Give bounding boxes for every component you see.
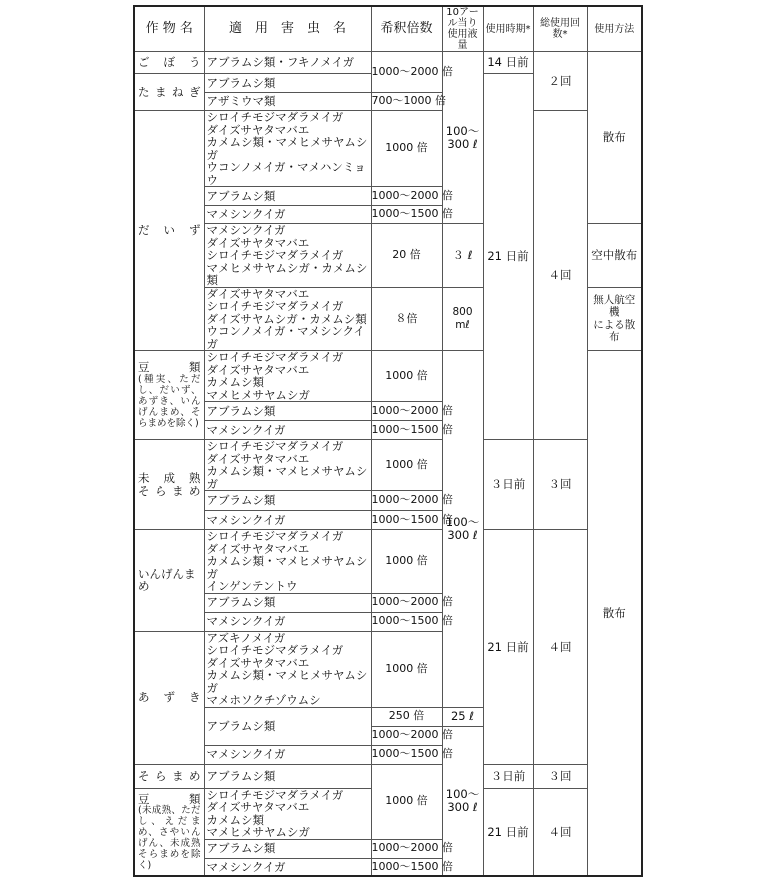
- crop-name: あずき: [138, 690, 201, 705]
- dilution-cell: 1000〜2000 倍: [371, 52, 442, 93]
- pest-cell: アブラムシ類・フキノメイガ: [204, 52, 371, 74]
- crop-name: だいず: [138, 223, 201, 238]
- method-cell: 無人航空機 による散布: [587, 287, 642, 351]
- dilution-cell: 1000〜2000 倍: [371, 187, 442, 206]
- method-cell: 散布: [587, 52, 642, 224]
- crop-note: (種実、ただし、だいず、あずき、いんげんまめ、そらまめを除く): [138, 373, 201, 429]
- crop-name: いんげんまめ: [138, 566, 196, 594]
- crop-name-line2: そらまめ: [138, 483, 201, 498]
- pest-cell: マメシンクイガ: [204, 612, 371, 631]
- pest-cell: アブラムシ類: [204, 839, 371, 858]
- header-method: 使用方法: [587, 6, 642, 52]
- crop-name: たまねぎ: [138, 84, 201, 99]
- dilution-cell: 1000 倍: [371, 440, 442, 491]
- pest-cell: マメシンクイガ: [204, 858, 371, 876]
- dilution-cell: 1000〜1500 倍: [371, 206, 442, 224]
- pest-cell: アブラムシ類: [204, 764, 371, 788]
- dilution-cell: 1000 倍: [371, 111, 442, 187]
- timing-cell: 21 日前: [483, 74, 533, 440]
- timing-cell: ３日前: [483, 764, 533, 788]
- count-cell: ３回: [533, 764, 587, 788]
- dilution-cell: 1000〜1500 倍: [371, 858, 442, 876]
- volume-cell: ３ ℓ: [442, 224, 483, 288]
- timing-cell: ３日前: [483, 440, 533, 530]
- table-row: [134, 52, 642, 74]
- crop-name: ごぼう: [138, 55, 201, 70]
- pest-cell: シロイチモジマダラメイガ ダイズサヤタマバエ カメムシ類・マメヒメサヤムシガ: [204, 440, 371, 491]
- pest-cell: アブラムシ類: [204, 187, 371, 206]
- pest-cell: アブラムシ類: [204, 74, 371, 93]
- pest-cell: マメシンクイガ: [204, 421, 371, 440]
- dilution-cell: 1000 倍: [371, 351, 442, 402]
- crop-cell: [134, 440, 204, 530]
- pest-cell: マメシンクイガ ダイズサヤタマバエ シロイチモジマダラメイガ マメヒメサヤムシガ・カメムシ類: [204, 224, 371, 288]
- pest-cell: シロイチモジマダラメイガ ダイズサヤタマバエ カメムシ類 マメヒメサヤムシガ: [204, 788, 371, 839]
- pest-cell: シロイチモジマダラメイガ ダイズサヤタマバエ カメムシ類 マメヒメサヤムシガ: [204, 351, 371, 402]
- crop-name: 豆類: [138, 360, 201, 375]
- method-cell: 散布: [587, 351, 642, 877]
- header-row: [134, 6, 642, 52]
- header-crop: 作 物 名: [134, 6, 204, 52]
- crop-name: そらまめ: [138, 768, 201, 783]
- count-cell: ４回: [533, 111, 587, 440]
- table-row: [134, 530, 642, 594]
- crop-cell: [134, 74, 204, 111]
- count-cell: ３回: [533, 440, 587, 530]
- dilution-cell: 250 倍: [371, 707, 442, 726]
- pest-cell: マメシンクイガ: [204, 511, 371, 530]
- volume-cell: 100〜 300 ℓ: [442, 351, 483, 708]
- dilution-cell: 1000〜1500 倍: [371, 745, 442, 764]
- timing-cell: 21 日前: [483, 530, 533, 765]
- header-pest: 適 用 害 虫 名: [204, 6, 371, 52]
- header-dilution: 希釈倍数: [371, 6, 442, 52]
- dilution-cell: 1000〜2000 倍: [371, 726, 442, 745]
- dilution-cell: 1000〜2000 倍: [371, 839, 442, 858]
- dilution-cell: 1000〜2000 倍: [371, 402, 442, 421]
- dilution-cell: 20 倍: [371, 224, 442, 288]
- pest-cell: アズキノメイガ シロイチモジマダラメイガ ダイズサヤタマバエ カメムシ類・マメヒメサヤムシガ マメホソクチゾウムシ: [204, 631, 371, 707]
- volume-cell: 25 ℓ: [442, 707, 483, 726]
- crop-cell: [134, 788, 204, 876]
- dilution-cell: 1000〜1500 倍: [371, 612, 442, 631]
- timing-cell: 21 日前: [483, 788, 533, 876]
- pesticide-application-table: [133, 5, 643, 877]
- count-cell: ２回: [533, 52, 587, 111]
- crop-name: 未成熟: [138, 471, 201, 485]
- crop-note: (未成熟、ただし、えだまめ、さやいんげん、未成熟そらまめを除く): [138, 805, 201, 871]
- pest-cell: アブラムシ類: [204, 593, 371, 612]
- dilution-cell: 1000〜1500 倍: [371, 421, 442, 440]
- table-row: [134, 764, 642, 788]
- timing-cell: 14 日前: [483, 52, 533, 74]
- pest-cell: アブラムシ類: [204, 491, 371, 511]
- pest-cell: アブラムシ類: [204, 402, 371, 421]
- volume-cell: 100〜 300 ℓ: [442, 726, 483, 876]
- dilution-cell: 1000 倍: [371, 631, 442, 707]
- method-cell: 空中散布: [587, 224, 642, 288]
- count-cell: ４回: [533, 530, 587, 765]
- pest-cell: シロイチモジマダラメイガ ダイズサヤタマバエ カメムシ類・マメヒメサヤムシガ インゲンテントウ: [204, 530, 371, 594]
- crop-cell: [134, 111, 204, 351]
- header-volume: 10アール当り 使用液量: [442, 6, 483, 52]
- pest-cell: ダイズサヤタマバエ シロイチモジマダラメイガ ダイズサヤムシガ・カメムシ類 ウコンノメイガ・マメシンクイガ: [204, 287, 371, 351]
- table-row: [134, 111, 642, 187]
- pest-cell: アザミウマ類: [204, 93, 371, 111]
- dilution-cell: ８倍: [371, 287, 442, 351]
- crop-cell: [134, 351, 204, 440]
- pest-cell: マメシンクイガ: [204, 206, 371, 224]
- count-cell: ４回: [533, 788, 587, 876]
- pest-cell: マメシンクイガ: [204, 745, 371, 764]
- dilution-cell: 700〜1000 倍: [371, 93, 442, 111]
- header-timing: 使用時期*: [483, 6, 533, 52]
- dilution-cell: 1000〜2000 倍: [371, 593, 442, 612]
- header-count: 総使用回数*: [533, 6, 587, 52]
- table-row: [134, 440, 642, 491]
- dilution-cell: 1000〜2000 倍: [371, 491, 442, 511]
- pest-cell: アブラムシ類: [204, 707, 371, 745]
- crop-cell: [134, 530, 204, 632]
- volume-cell: 100〜 300 ℓ: [442, 52, 483, 224]
- crop-name: 豆類: [138, 791, 201, 806]
- dilution-cell: 1000 倍: [371, 530, 442, 594]
- crop-cell: [134, 631, 204, 764]
- pest-cell: シロイチモジマダラメイガ ダイズサヤタマバエ カメムシ類・マメヒメサヤムシガ ウコンノメイガ・マメハンミョウ: [204, 111, 371, 187]
- dilution-cell: 1000〜1500 倍: [371, 511, 442, 530]
- crop-cell: [134, 764, 204, 788]
- volume-cell: 800 mℓ: [442, 287, 483, 351]
- crop-cell: [134, 52, 204, 74]
- dilution-cell: 1000 倍: [371, 764, 442, 839]
